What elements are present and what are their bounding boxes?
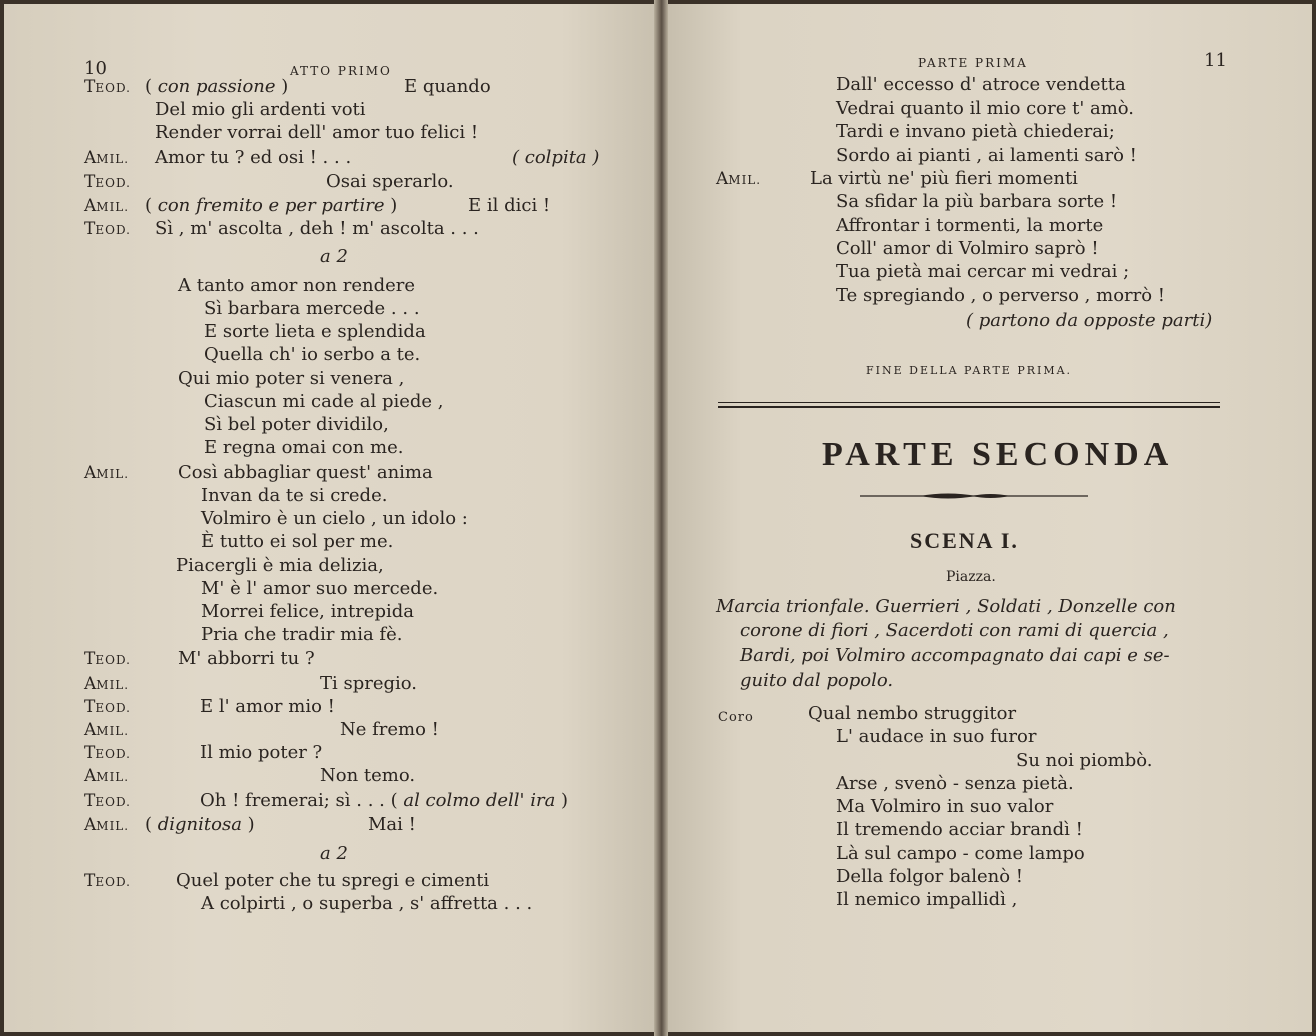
- speaker-label: [716, 168, 761, 189]
- speaker-initial: A: [84, 463, 97, 483]
- speaker-rest: EOD.: [95, 701, 131, 715]
- scene-place: Piazza.: [946, 569, 996, 585]
- verse-line: Sì barbara mercede . . .: [204, 298, 420, 319]
- speaker-rest: MIL.: [96, 770, 130, 784]
- verse-line: [145, 814, 255, 836]
- verse-line: Vedrai quanto il mio core t' amò.: [836, 98, 1135, 119]
- line-text: (: [145, 814, 158, 835]
- scene-heading: SCENA I.: [910, 528, 1019, 553]
- verse-line: A colpirti , o superba , s' affretta . . .: [201, 893, 533, 914]
- verse-line: Dall' eccesso d' atroce vendetta: [836, 74, 1126, 95]
- italic-direction: con passione: [157, 76, 276, 97]
- right-running-head: PARTE PRIMA: [918, 56, 1028, 70]
- verse-line: Ne fremo !: [340, 719, 439, 740]
- speaker-coro: Coro: [718, 710, 754, 725]
- speaker-rest: EOD.: [95, 176, 131, 190]
- chorus-line: Su noi piombò.: [1016, 750, 1153, 771]
- speaker-amil: [84, 195, 129, 218]
- verse-line: E regna omai con me.: [204, 437, 404, 458]
- verse-line: Affrontar i tormenti, la morte: [836, 215, 1104, 236]
- left-page-number: 10: [84, 58, 107, 79]
- speaker-label: [84, 765, 129, 786]
- verse-line: [145, 76, 288, 98]
- verse-line: A tanto amor non rendere: [178, 275, 416, 296]
- line-text: Oh ! fremerai; sì . . . (: [200, 790, 404, 811]
- speaker-label: [84, 814, 129, 835]
- chorus-line: Il tremendo acciar brandì !: [836, 819, 1083, 840]
- speaker-amil: [84, 719, 129, 742]
- speaker-initial: A: [84, 148, 97, 168]
- speaker-label: [84, 673, 129, 694]
- speaker-label: [84, 870, 131, 891]
- verse-line: [200, 790, 568, 812]
- verse-line: Sì bel poter dividilo,: [204, 414, 389, 435]
- speaker-amil: [84, 147, 129, 170]
- speaker-initial: A: [84, 674, 97, 694]
- verse-line: Osai sperarlo.: [326, 171, 454, 192]
- speaker-initial: A: [716, 169, 729, 189]
- stage-direction-line: Marcia trionfale. Guerrieri , Soldati , Donzelle con: [716, 596, 1176, 617]
- speaker-rest: EOD.: [95, 747, 131, 761]
- speaker-label: [84, 719, 129, 740]
- a-due-marker: a 2: [320, 843, 348, 864]
- speaker-label: [84, 218, 131, 239]
- speaker-label: [84, 462, 129, 483]
- exit-note: ( partono da opposte parti): [966, 310, 1213, 331]
- verse-line: Sordo ai pianti , ai lamenti sarò !: [836, 145, 1137, 166]
- verse-line: Tardi e invano pietà chiederai;: [836, 121, 1115, 142]
- verse-line: Invan da te si crede.: [201, 485, 388, 506]
- italic-direction: al colmo dell' ira: [403, 790, 556, 811]
- verse-line: Piacergli è mia delizia,: [176, 555, 384, 576]
- verse-line: Render vorrai dell' amor tuo felici !: [155, 122, 479, 143]
- verse-line: Quel poter che tu spregi e cimenti: [176, 870, 490, 891]
- line-text: (: [145, 195, 158, 216]
- speaker-label: [84, 147, 129, 168]
- speaker-rest: EOD.: [95, 653, 131, 667]
- verse-line: E sorte lieta e splendida: [204, 321, 426, 342]
- speaker-label: [84, 76, 131, 97]
- chorus-line: Qual nembo struggitor: [808, 703, 1017, 724]
- chorus-line: Là sul campo - come lampo: [836, 843, 1085, 864]
- verse-line: Pria che tradir mia fè.: [201, 624, 403, 645]
- speaker-teod: [84, 76, 131, 99]
- speaker-initial: T: [84, 871, 96, 891]
- verse-line: Ciascun mi cade al piede ,: [204, 391, 444, 412]
- speaker-teod: [84, 171, 131, 194]
- speaker-rest: MIL.: [96, 152, 130, 166]
- verse-line: Amor tu ? ed osi ! . . .: [155, 147, 352, 168]
- chorus-line: L' audace in suo furor: [836, 726, 1037, 747]
- verse-line: M' è l' amor suo mercede.: [201, 578, 439, 599]
- verse-line: Ti spregio.: [320, 673, 418, 694]
- speaker-amil: [84, 814, 129, 837]
- verse-line-right: E quando: [404, 76, 491, 97]
- speaker-initial: T: [84, 77, 96, 97]
- speaker-amil: [84, 673, 129, 696]
- speaker-teod: [84, 696, 131, 719]
- italic-direction: dignitosa: [157, 814, 242, 835]
- verse-line: È tutto ei sol per me.: [201, 531, 394, 552]
- verse-line: Volmiro è un cielo , un idolo :: [201, 508, 468, 529]
- line-text: ): [555, 790, 569, 811]
- speaker-rest: MIL.: [96, 819, 130, 833]
- speaker-initial: T: [84, 649, 96, 669]
- speaker-initial: T: [84, 743, 96, 763]
- speaker-initial: T: [84, 791, 96, 811]
- speaker-label: [84, 195, 129, 216]
- verse-line: Il mio poter ?: [200, 742, 323, 763]
- stage-note: ( colpita ): [512, 147, 600, 168]
- verse-line: Del mio gli ardenti voti: [155, 99, 366, 120]
- speaker-teod: [84, 648, 131, 671]
- book-gutter: [654, 0, 668, 1036]
- stage-direction-line: Bardi, poi Volmiro accompagnato dai capi e se-: [740, 645, 1170, 666]
- divider-rule-top: [718, 402, 1220, 403]
- speaker-rest: MIL.: [96, 200, 130, 214]
- speaker-label: [84, 648, 131, 669]
- speaker-amil: [84, 462, 129, 485]
- speaker-amil: [84, 765, 129, 788]
- verse-line-right: E il dici !: [468, 195, 551, 216]
- speaker-initial: A: [84, 720, 97, 740]
- speaker-rest: MIL.: [96, 724, 130, 738]
- stage-direction-line: guito dal popolo.: [740, 670, 894, 691]
- verse-line: Qui mio poter si venera ,: [178, 368, 405, 389]
- line-text: ): [241, 814, 255, 835]
- speaker-initial: A: [84, 815, 97, 835]
- ornament-rule: [860, 490, 1088, 502]
- verse-line: E l' amor mio !: [200, 696, 335, 717]
- stage-direction-line: corone di fiori , Sacerdoti con rami di quercia ,: [740, 620, 1169, 641]
- chorus-line: Arse , svenò - senza pietà.: [836, 773, 1074, 794]
- speaker-label: [84, 696, 131, 717]
- line-text: ): [275, 76, 289, 97]
- verse-line: Morrei felice, intrepida: [201, 601, 414, 622]
- part-two-title: PARTE SECONDA: [822, 436, 1174, 473]
- speaker-initial: A: [84, 766, 97, 786]
- verse-line: Coll' amor di Volmiro saprò !: [836, 238, 1099, 259]
- verse-line: [145, 195, 397, 217]
- speaker-teod: [84, 218, 131, 241]
- speaker-rest: MIL.: [96, 678, 130, 692]
- chorus-line: Ma Volmiro in suo valor: [836, 796, 1054, 817]
- speaker-rest: MIL.: [96, 467, 130, 481]
- divider-rule-bottom: [718, 406, 1220, 408]
- verse-line: Così abbagliar quest' anima: [178, 462, 433, 483]
- end-of-part-one: FINE DELLA PARTE PRIMA.: [866, 364, 1073, 377]
- verse-line: Quella ch' io serbo a te.: [204, 344, 421, 365]
- speaker-teod: [84, 870, 131, 893]
- verse-line-right: Mai !: [368, 814, 416, 835]
- speaker-teod: [84, 790, 131, 813]
- speaker-label: [84, 742, 131, 763]
- line-text: ): [384, 195, 398, 216]
- italic-direction: con fremito e per partire: [157, 195, 385, 216]
- verse-line: Sì , m' ascolta , deh ! m' ascolta . . .: [155, 218, 479, 239]
- verse-line: La virtù ne' più fieri momenti: [810, 168, 1078, 189]
- speaker-initial: T: [84, 697, 96, 717]
- speaker-initial: T: [84, 172, 96, 192]
- speaker-rest: EOD.: [95, 81, 131, 95]
- chorus-line: Della folgor balenò !: [836, 866, 1024, 887]
- verse-line: M' abborri tu ?: [178, 648, 315, 669]
- right-page-number: 11: [1204, 50, 1227, 71]
- speaker-label: [84, 790, 131, 811]
- speaker-teod: [84, 742, 131, 765]
- line-text: (: [145, 76, 158, 97]
- verse-line: Te spregiando , o perverso , morrò !: [836, 285, 1166, 306]
- verse-line: Non temo.: [320, 765, 416, 786]
- verse-line: Tua pietà mai cercar mi vedrai ;: [836, 261, 1130, 282]
- speaker-rest: EOD.: [95, 795, 131, 809]
- speaker-amil: [716, 168, 761, 191]
- a-due-marker: a 2: [320, 246, 348, 267]
- speaker-rest: MIL.: [728, 173, 762, 187]
- speaker-initial: T: [84, 219, 96, 239]
- verse-line: Sa sfidar la più barbara sorte !: [836, 191, 1118, 212]
- speaker-rest: EOD.: [95, 875, 131, 889]
- speaker-initial: A: [84, 196, 97, 216]
- speaker-label: [84, 171, 131, 192]
- left-running-head: ATTO PRIMO: [290, 64, 392, 78]
- speaker-rest: EOD.: [95, 223, 131, 237]
- chorus-line: Il nemico impallidì ,: [836, 889, 1018, 910]
